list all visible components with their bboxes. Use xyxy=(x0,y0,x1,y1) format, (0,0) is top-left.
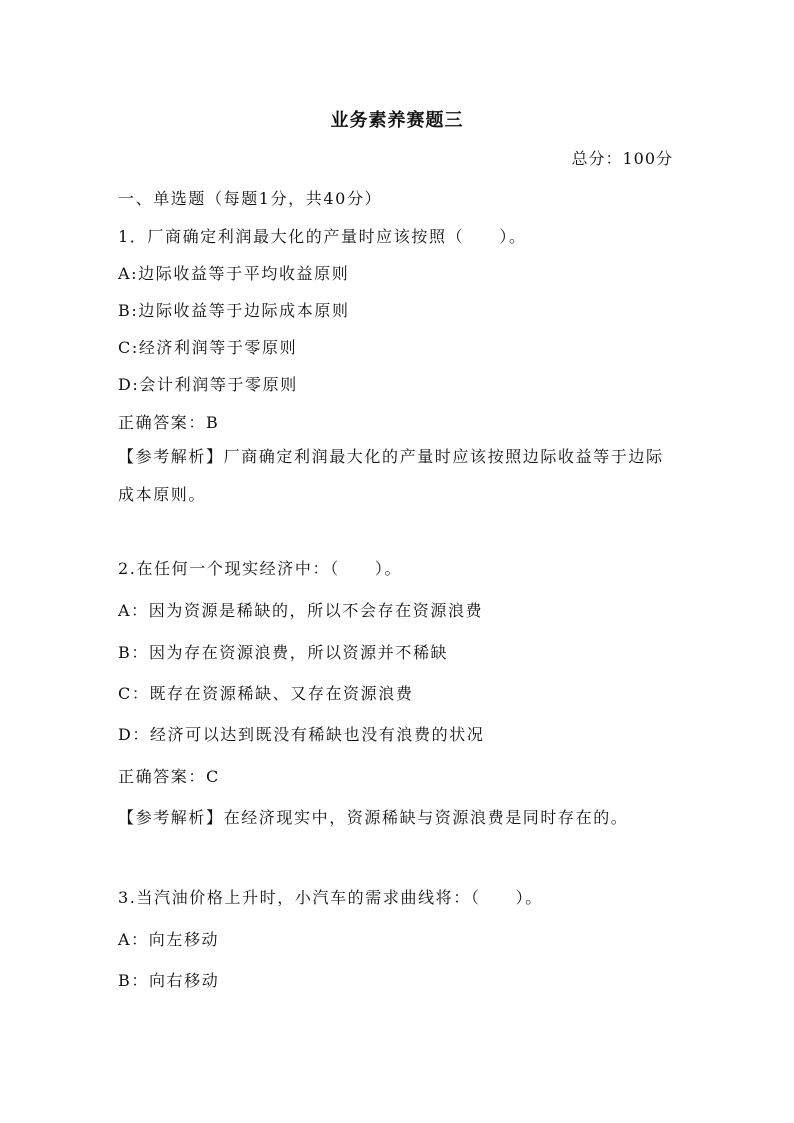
question-2-analysis: 【参考解析】在经济现实中，资源稀缺与资源浪费是同时存在的。 xyxy=(118,808,629,827)
question-1-option-d: D:会计利润等于零原则 xyxy=(118,375,298,394)
question-2-option-d: D：经济可以达到既没有稀缺也没有浪费的状况 xyxy=(118,725,485,744)
question-2-option-b: B：因为存在资源浪费，所以资源并不稀缺 xyxy=(118,643,449,662)
question-1-option-b: B:边际收益等于边际成本原则 xyxy=(118,301,350,320)
question-3-option-b: B：向右移动 xyxy=(118,971,220,990)
question-1-stem: 1．厂商确定利润最大化的产量时应该按照（ ）。 xyxy=(118,227,527,246)
question-1-option-c: C:经济利润等于零原则 xyxy=(118,338,298,357)
total-score: 总分：100分 xyxy=(571,149,673,168)
question-2-option-c: C：既存在资源稀缺、又存在资源浪费 xyxy=(118,684,414,703)
question-2-option-a: A：因为资源是稀缺的，所以不会存在资源浪费 xyxy=(118,601,484,620)
question-3-option-a: A：向左移动 xyxy=(118,930,220,949)
question-3-stem: 3.当汽油价格上升时，小汽车的需求曲线将：（ ）。 xyxy=(118,888,543,907)
document-title: 业务素养赛题三 xyxy=(330,110,464,131)
section-heading: 一、单选题（每题1分，共40分） xyxy=(118,189,383,208)
question-1-option-a: A:边际收益等于平均收益原则 xyxy=(118,264,350,283)
question-2-answer: 正确答案：C xyxy=(118,767,220,786)
question-2-stem: 2.在任何一个现实经济中：（ ）。 xyxy=(118,559,403,578)
question-1-analysis: 【参考解析】厂商确定利润最大化的产量时应该按照边际收益等于边际成本原则。 xyxy=(118,447,664,504)
question-1-answer: 正确答案：B xyxy=(118,413,220,432)
